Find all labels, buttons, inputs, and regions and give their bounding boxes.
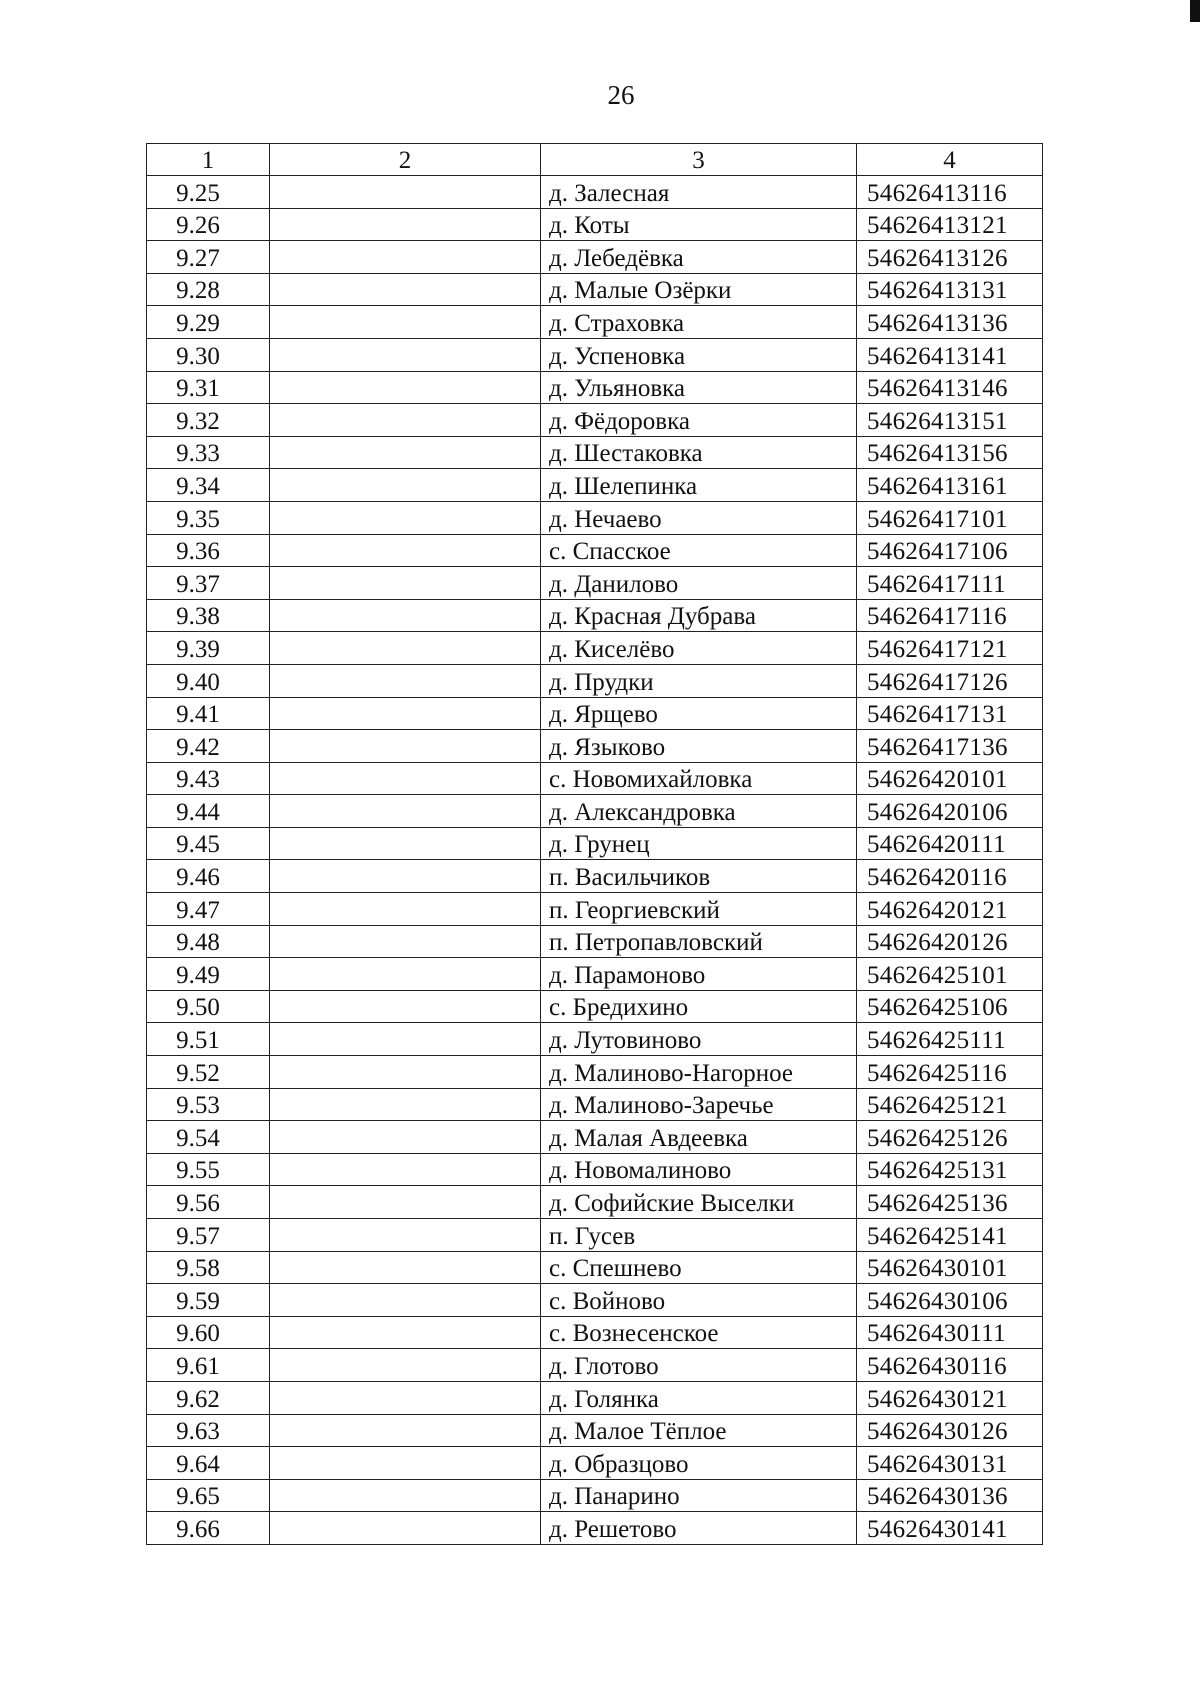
column-2-cell (270, 664, 541, 697)
settlement-name-cell: д. Голянка (541, 1381, 857, 1414)
settlement-name-cell: д. Лебедёвка (541, 241, 857, 274)
table-row (147, 925, 1043, 958)
settlement-name-cell: д. Данилово (541, 567, 857, 600)
column-2-cell (270, 697, 541, 730)
table-row (147, 860, 1043, 893)
row-number-cell: 9.46 (147, 860, 270, 893)
column-header-1: 1 (147, 144, 270, 176)
table-row (147, 338, 1043, 371)
table-row (147, 730, 1043, 763)
row-number-cell: 9.30 (147, 338, 270, 371)
table-row (147, 827, 1043, 860)
oktmo-code-cell: 54626413141 (857, 338, 1043, 371)
row-number-cell: 9.53 (147, 1088, 270, 1121)
column-2-cell (270, 534, 541, 567)
scan-edge-mark (1190, 0, 1200, 22)
settlement-name-cell: д. Языково (541, 730, 857, 763)
settlement-name-cell: п. Гусев (541, 1219, 857, 1252)
row-number-cell: 9.58 (147, 1251, 270, 1284)
oktmo-code-cell: 54626420111 (857, 827, 1043, 860)
row-number-cell: 9.45 (147, 827, 270, 860)
oktmo-code-cell: 54626420126 (857, 925, 1043, 958)
row-number-cell: 9.65 (147, 1479, 270, 1512)
table-row (147, 1284, 1043, 1317)
column-2-cell (270, 1414, 541, 1447)
row-number-cell: 9.31 (147, 371, 270, 404)
oktmo-code-cell: 54626413126 (857, 241, 1043, 274)
settlement-name-cell: д. Ярщево (541, 697, 857, 730)
oktmo-code-cell: 54626413146 (857, 371, 1043, 404)
settlements-table (146, 143, 1043, 1545)
oktmo-code-cell: 54626417106 (857, 534, 1043, 567)
settlement-name-cell: д. Малая Авдеевка (541, 1121, 857, 1154)
row-number-cell: 9.29 (147, 306, 270, 339)
settlement-name-cell: д. Глотово (541, 1349, 857, 1382)
column-2-cell (270, 1284, 541, 1317)
oktmo-code-cell: 54626425126 (857, 1121, 1043, 1154)
column-2-cell (270, 241, 541, 274)
oktmo-code-cell: 54626413131 (857, 273, 1043, 306)
table-row (147, 664, 1043, 697)
oktmo-code-cell: 54626417136 (857, 730, 1043, 763)
oktmo-code-cell: 54626425101 (857, 958, 1043, 991)
column-2-cell (270, 762, 541, 795)
row-number-cell: 9.42 (147, 730, 270, 763)
column-2-cell (270, 730, 541, 763)
oktmo-code-cell: 54626420101 (857, 762, 1043, 795)
oktmo-code-cell: 54626420106 (857, 795, 1043, 828)
column-2-cell (270, 795, 541, 828)
settlement-name-cell: д. Софийские Выселки (541, 1186, 857, 1219)
settlement-name-cell: п. Васильчиков (541, 860, 857, 893)
oktmo-code-cell: 54626430126 (857, 1414, 1043, 1447)
settlement-name-cell: д. Новомалиново (541, 1153, 857, 1186)
settlement-name-cell: д. Нечаево (541, 501, 857, 534)
column-2-cell (270, 273, 541, 306)
page-number: 26 (607, 80, 635, 110)
table-row (147, 501, 1043, 534)
settlement-name-cell: с. Вознесенское (541, 1316, 857, 1349)
column-2-cell (270, 371, 541, 404)
table-row (147, 1414, 1043, 1447)
oktmo-code-cell: 54626413161 (857, 469, 1043, 502)
column-2-cell (270, 1219, 541, 1252)
settlement-name-cell: д. Страховка (541, 306, 857, 339)
table-row (147, 436, 1043, 469)
table-row (147, 1088, 1043, 1121)
oktmo-code-cell: 54626430111 (857, 1316, 1043, 1349)
table-row (147, 404, 1043, 437)
row-number-cell: 9.40 (147, 664, 270, 697)
settlement-name-cell: д. Малое Тёплое (541, 1414, 857, 1447)
oktmo-code-cell: 54626430136 (857, 1479, 1043, 1512)
oktmo-code-cell: 54626417111 (857, 567, 1043, 600)
oktmo-code-cell: 54626417116 (857, 599, 1043, 632)
column-2-cell (270, 1447, 541, 1480)
row-number-cell: 9.61 (147, 1349, 270, 1382)
oktmo-code-cell: 54626413116 (857, 176, 1043, 209)
row-number-cell: 9.36 (147, 534, 270, 567)
settlement-name-cell: д. Киселёво (541, 632, 857, 665)
oktmo-code-cell: 54626417126 (857, 664, 1043, 697)
table-row (147, 1381, 1043, 1414)
table-row (147, 697, 1043, 730)
table-row (147, 1186, 1043, 1219)
settlement-name-cell: с. Спасское (541, 534, 857, 567)
oktmo-code-cell: 54626430106 (857, 1284, 1043, 1317)
column-2-cell (270, 1186, 541, 1219)
oktmo-code-cell: 54626425111 (857, 1023, 1043, 1056)
table-row (147, 306, 1043, 339)
column-2-cell (270, 958, 541, 991)
table-row (147, 1512, 1043, 1545)
table-row (147, 599, 1043, 632)
table-row (147, 1447, 1043, 1480)
settlement-name-cell: д. Успеновка (541, 338, 857, 371)
settlement-name-cell: д. Образцово (541, 1447, 857, 1480)
column-2-cell (270, 1479, 541, 1512)
row-number-cell: 9.55 (147, 1153, 270, 1186)
oktmo-code-cell: 54626425121 (857, 1088, 1043, 1121)
column-header-4: 4 (857, 144, 1043, 176)
oktmo-code-cell: 54626425131 (857, 1153, 1043, 1186)
row-number-cell: 9.66 (147, 1512, 270, 1545)
table-row (147, 176, 1043, 209)
oktmo-code-cell: 54626413156 (857, 436, 1043, 469)
row-number-cell: 9.25 (147, 176, 270, 209)
column-2-cell (270, 1512, 541, 1545)
column-2-cell (270, 436, 541, 469)
settlement-name-cell: д. Фёдоровка (541, 404, 857, 437)
column-2-cell (270, 1316, 541, 1349)
table-row (147, 273, 1043, 306)
table-row (147, 1349, 1043, 1382)
column-header-2: 2 (270, 144, 541, 176)
row-number-cell: 9.57 (147, 1219, 270, 1252)
column-2-cell (270, 827, 541, 860)
row-number-cell: 9.35 (147, 501, 270, 534)
settlement-name-cell: д. Ульяновка (541, 371, 857, 404)
oktmo-code-cell: 54626425116 (857, 1056, 1043, 1089)
settlement-name-cell: д. Панарино (541, 1479, 857, 1512)
settlement-name-cell: д. Шестаковка (541, 436, 857, 469)
row-number-cell: 9.59 (147, 1284, 270, 1317)
table-row (147, 632, 1043, 665)
table-row (147, 241, 1043, 274)
column-2-cell (270, 632, 541, 665)
column-2-cell (270, 208, 541, 241)
row-number-cell: 9.37 (147, 567, 270, 600)
row-number-cell: 9.41 (147, 697, 270, 730)
oktmo-code-cell: 54626417121 (857, 632, 1043, 665)
settlement-name-cell: д. Грунец (541, 827, 857, 860)
settlement-name-cell: д. Малые Озёрки (541, 273, 857, 306)
table-row (147, 469, 1043, 502)
row-number-cell: 9.39 (147, 632, 270, 665)
table-row (147, 208, 1043, 241)
column-2-cell (270, 1088, 541, 1121)
row-number-cell: 9.49 (147, 958, 270, 991)
row-number-cell: 9.38 (147, 599, 270, 632)
oktmo-code-cell: 54626430141 (857, 1512, 1043, 1545)
oktmo-code-cell: 54626430131 (857, 1447, 1043, 1480)
settlement-name-cell: п. Петропавловский (541, 925, 857, 958)
oktmo-code-cell: 54626430116 (857, 1349, 1043, 1382)
settlement-name-cell: д. Парамоново (541, 958, 857, 991)
settlement-name-cell: п. Георгиевский (541, 893, 857, 926)
table-row (147, 1219, 1043, 1252)
oktmo-code-cell: 54626413151 (857, 404, 1043, 437)
table-row (147, 371, 1043, 404)
column-2-cell (270, 1153, 541, 1186)
column-2-cell (270, 1349, 541, 1382)
settlement-name-cell: д. Александровка (541, 795, 857, 828)
column-2-cell (270, 1381, 541, 1414)
row-number-cell: 9.64 (147, 1447, 270, 1480)
table-row (147, 893, 1043, 926)
oktmo-code-cell: 54626413136 (857, 306, 1043, 339)
table-row (147, 534, 1043, 567)
row-number-cell: 9.63 (147, 1414, 270, 1447)
oktmo-code-cell: 54626430121 (857, 1381, 1043, 1414)
row-number-cell: 9.28 (147, 273, 270, 306)
column-2-cell (270, 1056, 541, 1089)
column-2-cell (270, 893, 541, 926)
column-2-cell (270, 176, 541, 209)
table-row (147, 958, 1043, 991)
settlement-name-cell: д. Малиново-Заречье (541, 1088, 857, 1121)
column-2-cell (270, 599, 541, 632)
row-number-cell: 9.33 (147, 436, 270, 469)
column-header-3: 3 (541, 144, 857, 176)
table-row (147, 762, 1043, 795)
settlement-name-cell: д. Шелепинка (541, 469, 857, 502)
settlement-name-cell: д. Коты (541, 208, 857, 241)
column-2-cell (270, 306, 541, 339)
oktmo-code-cell: 54626413121 (857, 208, 1043, 241)
row-number-cell: 9.51 (147, 1023, 270, 1056)
row-number-cell: 9.26 (147, 208, 270, 241)
column-2-cell (270, 501, 541, 534)
column-2-cell (270, 404, 541, 437)
oktmo-code-cell: 54626420116 (857, 860, 1043, 893)
column-2-cell (270, 925, 541, 958)
table-row (147, 1056, 1043, 1089)
table-header-row (147, 144, 1043, 176)
oktmo-code-cell: 54626417101 (857, 501, 1043, 534)
settlement-name-cell: с. Войново (541, 1284, 857, 1317)
row-number-cell: 9.32 (147, 404, 270, 437)
column-2-cell (270, 1121, 541, 1154)
settlement-name-cell: с. Бредихино (541, 990, 857, 1023)
settlement-name-cell: д. Прудки (541, 664, 857, 697)
row-number-cell: 9.43 (147, 762, 270, 795)
table-row (147, 1121, 1043, 1154)
row-number-cell: 9.48 (147, 925, 270, 958)
oktmo-code-cell: 54626425141 (857, 1219, 1043, 1252)
row-number-cell: 9.62 (147, 1381, 270, 1414)
row-number-cell: 9.27 (147, 241, 270, 274)
column-2-cell (270, 1023, 541, 1056)
row-number-cell: 9.47 (147, 893, 270, 926)
settlement-name-cell: д. Лутовиново (541, 1023, 857, 1056)
settlement-name-cell: д. Решетово (541, 1512, 857, 1545)
row-number-cell: 9.60 (147, 1316, 270, 1349)
column-2-cell (270, 860, 541, 893)
table-row (147, 567, 1043, 600)
settlement-name-cell: д. Красная Дубрава (541, 599, 857, 632)
table-body (147, 144, 1043, 1545)
table-row (147, 1251, 1043, 1284)
settlement-name-cell: д. Залесная (541, 176, 857, 209)
row-number-cell: 9.50 (147, 990, 270, 1023)
table-row (147, 1316, 1043, 1349)
row-number-cell: 9.44 (147, 795, 270, 828)
settlement-name-cell: с. Новомихайловка (541, 762, 857, 795)
settlement-name-cell: д. Малиново-Нагорное (541, 1056, 857, 1089)
oktmo-code-cell: 54626425136 (857, 1186, 1043, 1219)
oktmo-code-cell: 54626425106 (857, 990, 1043, 1023)
column-2-cell (270, 469, 541, 502)
row-number-cell: 9.56 (147, 1186, 270, 1219)
table-row (147, 795, 1043, 828)
column-2-cell (270, 990, 541, 1023)
column-2-cell (270, 1251, 541, 1284)
column-2-cell (270, 567, 541, 600)
row-number-cell: 9.34 (147, 469, 270, 502)
oktmo-code-cell: 54626420121 (857, 893, 1043, 926)
table-row (147, 1153, 1043, 1186)
oktmo-code-cell: 54626417131 (857, 697, 1043, 730)
oktmo-code-cell: 54626430101 (857, 1251, 1043, 1284)
table-row (147, 1023, 1043, 1056)
row-number-cell: 9.54 (147, 1121, 270, 1154)
table-row (147, 990, 1043, 1023)
column-2-cell (270, 338, 541, 371)
table-row (147, 1479, 1043, 1512)
settlement-name-cell: с. Спешнево (541, 1251, 857, 1284)
row-number-cell: 9.52 (147, 1056, 270, 1089)
